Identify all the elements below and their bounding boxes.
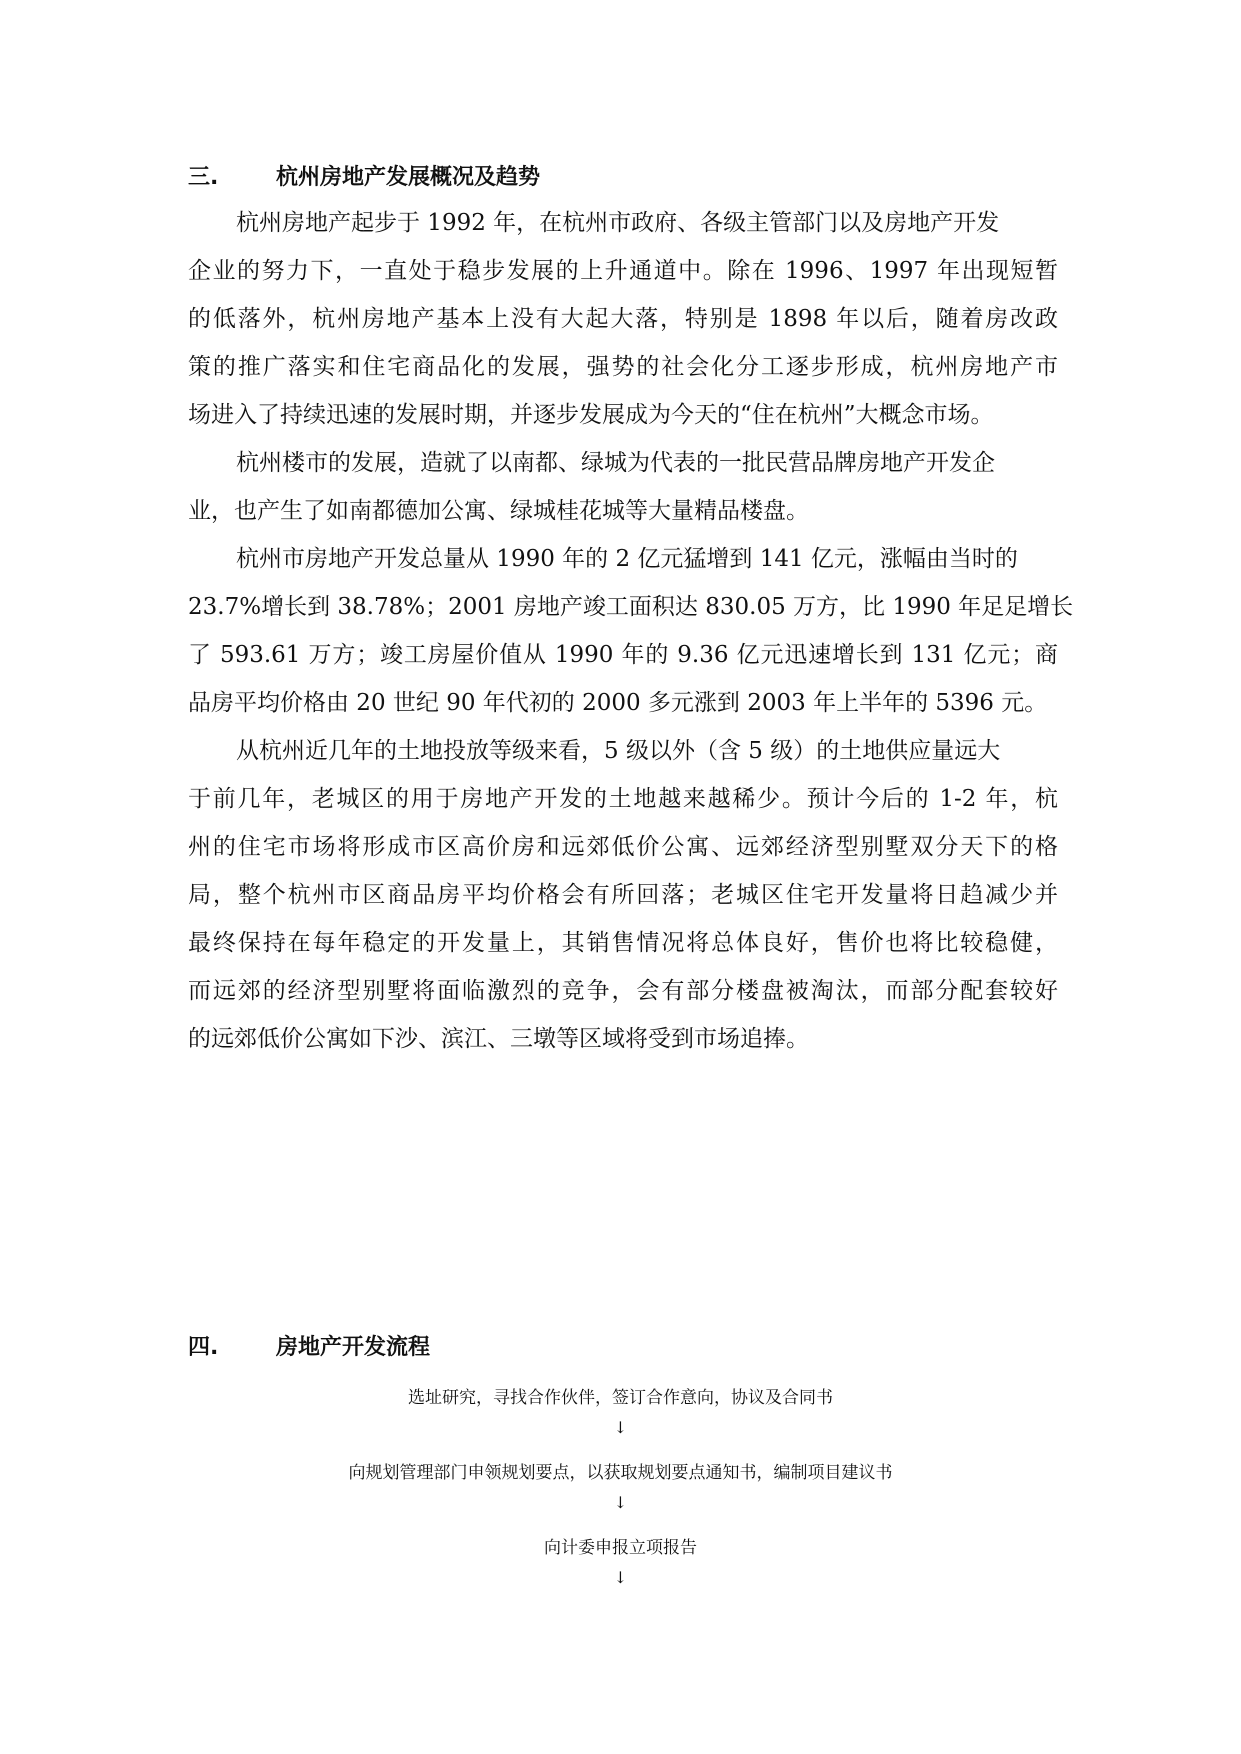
section-3-title: 杭州房地产发展概况及趋势 xyxy=(276,165,541,190)
paragraph-line: 业，也产生了如南都德加公寓、绿城桂花城等大量精品楼盘。 xyxy=(188,498,809,524)
paragraph-line: 杭州楼市的发展，造就了以南都、绿城为代表的一批民营品牌房地产开发企 xyxy=(236,450,995,476)
section-4-title: 房地产开发流程 xyxy=(276,1335,431,1360)
flow-arrow-2: ↓ xyxy=(613,1493,628,1512)
paragraph-line: 场进入了持续迅速的发展时期，并逐步发展成为今天的“住在杭州”大概念市场。 xyxy=(188,402,994,428)
paragraph-line: 最终保持在每年稳定的开发量上，其销售情况将总体良好，售价也将比较稳健， xyxy=(188,930,1058,956)
section-3-number: 三. xyxy=(188,165,219,190)
flow-step-1: 选址研究，寻找合作伙伴，签订合作意向，协议及合同书 xyxy=(408,1388,833,1408)
flow-arrow-1: ↓ xyxy=(613,1418,628,1437)
flow-step-2: 向规划管理部门申领规划要点，以获取规划要点通知书，编制项目建议书 xyxy=(348,1463,893,1483)
flow-step-3: 向计委申报立项报告 xyxy=(544,1538,697,1558)
paragraph-line: 从杭州近几年的土地投放等级来看，5 级以外（含 5 级）的土地供应量远大 xyxy=(236,738,1001,764)
paragraph-line: 而远郊的经济型别墅将面临激烈的竞争，会有部分楼盘被淘汰，而部分配套较好 xyxy=(188,978,1058,1004)
paragraph-line: 杭州市房地产开发总量从 1990 年的 2 亿元猛增到 141 亿元，涨幅由当时的 xyxy=(236,546,1018,572)
paragraph-line: 杭州房地产起步于 1992 年，在杭州市政府、各级主管部门以及房地产开发 xyxy=(236,210,1000,236)
section-4-heading xyxy=(188,1330,430,1361)
paragraph-line: 的低落外，杭州房地产基本上没有大起大落，特别是 1898 年以后，随着房改政 xyxy=(188,306,1058,332)
paragraph-line: 州的住宅市场将形成市区高价房和远郊低价公寓、远郊经济型别墅双分天下的格 xyxy=(188,834,1058,860)
paragraph-line: 了 593.61 万方；竣工房屋价值从 1990 年的 9.36 亿元迅速增长到 131 亿元；商 xyxy=(188,642,1058,668)
paragraph-line: 的远郊低价公寓如下沙、滨江、三墩等区域将受到市场追捧。 xyxy=(188,1026,809,1052)
flow-arrow-3: ↓ xyxy=(613,1568,628,1587)
paragraph-line: 策的推广落实和住宅商品化的发展，强势的社会化分工逐步形成，杭州房地产市 xyxy=(188,354,1058,380)
paragraph-line: 于前几年，老城区的用于房地产开发的土地越来越稀少。预计今后的 1-2 年，杭 xyxy=(188,786,1058,812)
paragraph-line: 企业的努力下，一直处于稳步发展的上升通道中。除在 1996、1997 年出现短暂 xyxy=(188,258,1058,284)
paragraph-line: 局，整个杭州市区商品房平均价格会有所回落；老城区住宅开发量将日趋减少并 xyxy=(188,882,1058,908)
section-4-number: 四. xyxy=(188,1335,219,1360)
section-3-heading xyxy=(188,160,540,191)
paragraph-line: 23.7%增长到 38.78%；2001 房地产竣工面积达 830.05 万方，比 1990 年足足增长 xyxy=(188,594,1074,620)
paragraph-line: 品房平均价格由 20 世纪 90 年代初的 2000 多元涨到 2003 年上半年的 5396 元。 xyxy=(188,690,1048,716)
